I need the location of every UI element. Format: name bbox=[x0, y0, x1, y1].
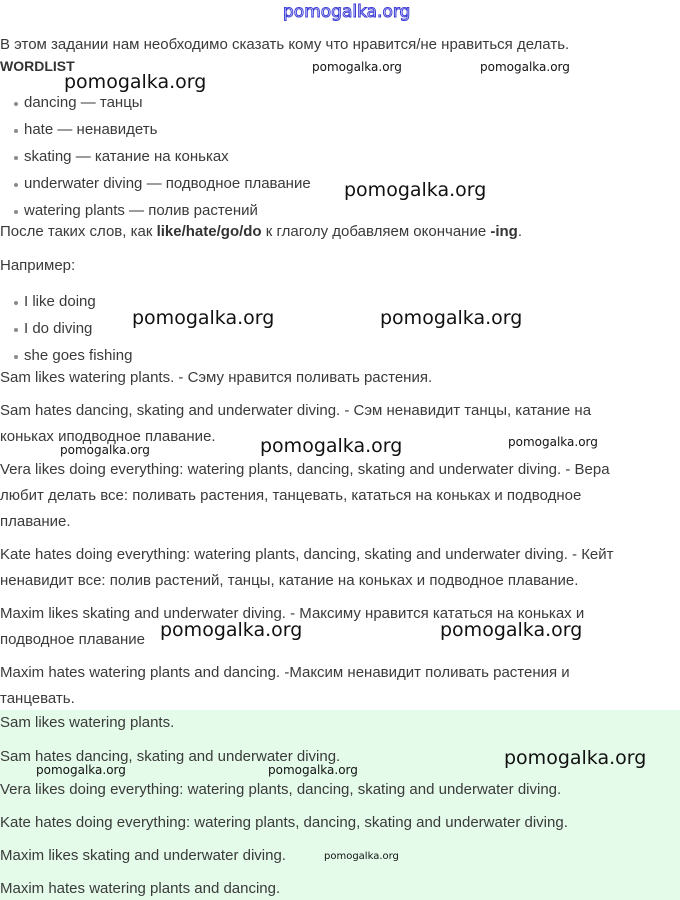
watermark: pomogalka.org bbox=[132, 307, 275, 329]
watermark: pomogalka.org bbox=[36, 763, 126, 777]
translation-line: Sam likes watering plants. - Сэму нравится поливать растения. bbox=[0, 369, 433, 386]
watermark: pomogalka.org bbox=[344, 179, 487, 201]
wordlist-item: dancing — танцы bbox=[14, 94, 143, 112]
translation-line: Sam hates dancing, skating and underwater diving. - Сэм ненавидит танцы, катание на bbox=[0, 402, 592, 419]
translation-line: танцевать. bbox=[0, 690, 75, 707]
watermark: pomogalka.org bbox=[160, 619, 303, 641]
translation-line: подводное плавание bbox=[0, 631, 145, 648]
watermark: pomogalka.org bbox=[268, 763, 358, 777]
watermark: pomogalka.org bbox=[324, 851, 399, 862]
watermark: pomogalka.org bbox=[508, 435, 598, 449]
example-title: Например: bbox=[0, 257, 76, 274]
translation-line: коньках иподводное плавание. bbox=[0, 428, 216, 445]
answer-line: Maxim likes skating and underwater diving. bbox=[0, 847, 286, 864]
intro-text: В этом задании нам необходимо сказать кому что нравится/не нравиться делать. bbox=[0, 36, 570, 53]
translation-line: Kate hates doing everything: watering plants, dancing, skating and underwater diving. - Кейт bbox=[0, 546, 614, 563]
example-item: she goes fishing bbox=[14, 347, 132, 365]
translation-line: Vera likes doing everything: watering plants, dancing, skating and underwater diving. - Вера bbox=[0, 461, 610, 478]
translation-line: любит делать все: поливать растения, танцевать, кататься на коньках и подводное bbox=[0, 487, 582, 504]
translation-line: Maxim hates watering plants and dancing. -Максим ненавидит поливать растения и bbox=[0, 664, 570, 681]
wordlist-item: watering plants — полив растений bbox=[14, 202, 258, 220]
watermark: pomogalka.org bbox=[440, 619, 583, 641]
example-item: I like doing bbox=[14, 293, 96, 311]
rule-text: После таких слов, как like/hate/go/do к глаголу добавляем окончание -ing. bbox=[0, 223, 523, 240]
answer-line: Vera likes doing everything: watering plants, dancing, skating and underwater diving. bbox=[0, 781, 562, 798]
watermark: pomogalka.org bbox=[260, 435, 403, 457]
answer-highlight-box bbox=[0, 710, 680, 900]
wordlist-item: hate — ненавидеть bbox=[14, 121, 157, 139]
answer-line: Sam hates dancing, skating and underwater diving. bbox=[0, 748, 341, 765]
watermark: pomogalka.org bbox=[312, 60, 402, 74]
wordlist-item: underwater diving — подводное плавание bbox=[14, 175, 311, 193]
answer-line: Kate hates doing everything: watering plants, dancing, skating and underwater diving. bbox=[0, 814, 568, 831]
watermark: pomogalka.org bbox=[60, 443, 150, 457]
wordlist-item: skating — катание на коньках bbox=[14, 148, 229, 166]
watermark: pomogalka.org bbox=[480, 60, 570, 74]
watermark: pomogalka.org bbox=[504, 747, 647, 769]
header-watermark[interactable]: pomogalka.org bbox=[283, 2, 411, 22]
answer-line: Sam likes watering plants. bbox=[0, 714, 175, 731]
wordlist-title: WORDLIST bbox=[0, 58, 75, 74]
translation-line: плавание. bbox=[0, 513, 71, 530]
watermark: pomogalka.org bbox=[64, 71, 207, 93]
example-item: I do diving bbox=[14, 320, 92, 338]
translation-line: ненавидит все: полив растений, танцы, катание на коньках и подводное плавание. bbox=[0, 572, 579, 589]
answer-line: Maxim hates watering plants and dancing. bbox=[0, 880, 281, 897]
translation-line: Maxim likes skating and underwater diving. - Максиму нравится кататься на коньках и bbox=[0, 605, 585, 622]
watermark: pomogalka.org bbox=[380, 307, 523, 329]
